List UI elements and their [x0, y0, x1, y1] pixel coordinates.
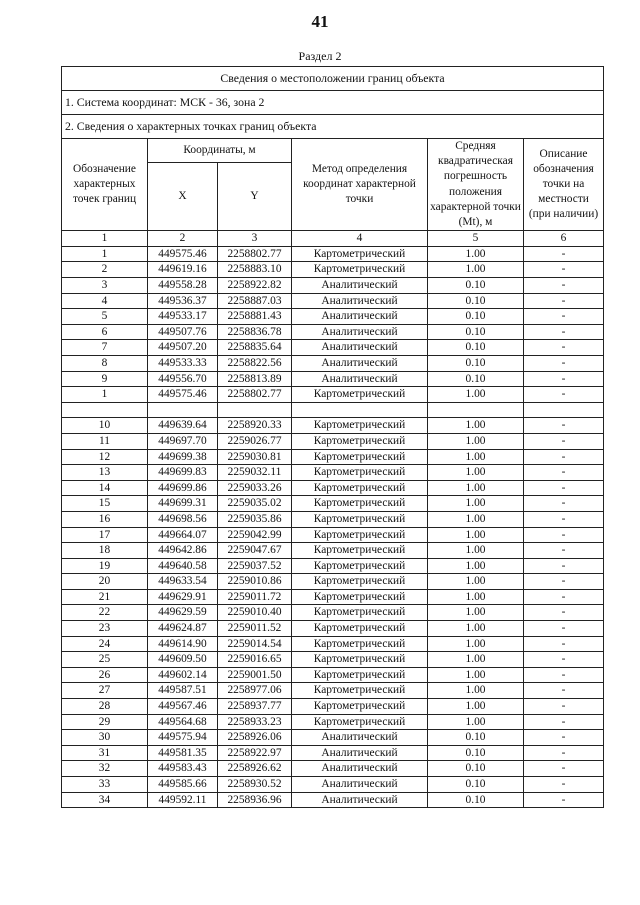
cell-point-id: 24 [62, 636, 148, 652]
table-row [62, 340, 604, 356]
cell-description: - [524, 480, 604, 496]
table-row [62, 683, 604, 699]
cell-coord-x: 449575.46 [148, 246, 218, 262]
table-row [62, 355, 604, 371]
empty-cell [148, 402, 218, 418]
cell-description: - [524, 527, 604, 543]
cell-description: - [524, 605, 604, 621]
cell-method: Картометрический [292, 480, 428, 496]
table-row [62, 371, 604, 387]
cell-point-id: 22 [62, 605, 148, 621]
cell-point-id: 11 [62, 433, 148, 449]
table-row [62, 636, 604, 652]
table-row [62, 543, 604, 559]
table-row [62, 527, 604, 543]
table-row [62, 387, 604, 403]
points-caption-row [62, 115, 604, 139]
cell-method: Картометрический [292, 605, 428, 621]
cell-error: 1.00 [428, 387, 524, 403]
cell-error: 0.10 [428, 745, 524, 761]
table-row [62, 418, 604, 434]
empty-cell [428, 402, 524, 418]
cell-description: - [524, 371, 604, 387]
cell-method: Картометрический [292, 262, 428, 278]
cell-method: Картометрический [292, 387, 428, 403]
cell-coord-y: 2259047.67 [218, 543, 292, 559]
header-row-1 [62, 139, 604, 163]
cell-point-id: 8 [62, 355, 148, 371]
cell-description: - [524, 449, 604, 465]
cell-method: Аналитический [292, 278, 428, 294]
cell-point-id: 16 [62, 511, 148, 527]
cell-error: 1.00 [428, 652, 524, 668]
cell-method: Аналитический [292, 309, 428, 325]
cell-coord-y: 2258887.03 [218, 293, 292, 309]
table-row [62, 558, 604, 574]
cell-method: Картометрический [292, 449, 428, 465]
column-number: 1 [62, 231, 148, 247]
cell-description: - [524, 543, 604, 559]
table-row [62, 777, 604, 793]
column-number: 6 [524, 231, 604, 247]
cell-coord-y: 2258813.89 [218, 371, 292, 387]
cell-coord-x: 449642.86 [148, 543, 218, 559]
cell-point-id: 10 [62, 418, 148, 434]
cell-method: Картометрический [292, 574, 428, 590]
cell-method: Картометрический [292, 433, 428, 449]
cell-coord-x: 449639.64 [148, 418, 218, 434]
points-caption-text: 2. Сведения о характерных точках границ объекта [62, 115, 604, 139]
cell-method: Аналитический [292, 761, 428, 777]
cell-coord-y: 2259035.86 [218, 511, 292, 527]
cell-coord-y: 2258802.77 [218, 387, 292, 403]
cell-coord-x: 449567.46 [148, 699, 218, 715]
cell-point-id: 19 [62, 558, 148, 574]
cell-coord-x: 449640.58 [148, 558, 218, 574]
cell-error: 1.00 [428, 480, 524, 496]
table-row [62, 449, 604, 465]
table-row [62, 278, 604, 294]
cell-coord-y: 2259011.52 [218, 621, 292, 637]
coord-system-row [62, 91, 604, 115]
cell-coord-y: 2258926.06 [218, 730, 292, 746]
cell-description: - [524, 465, 604, 481]
cell-coord-x: 449507.76 [148, 324, 218, 340]
cell-error: 1.00 [428, 496, 524, 512]
cell-coord-x: 449564.68 [148, 714, 218, 730]
cell-coord-y: 2258802.77 [218, 246, 292, 262]
cell-method: Картометрический [292, 465, 428, 481]
cell-coord-y: 2258922.82 [218, 278, 292, 294]
table-row [62, 745, 604, 761]
cell-coord-x: 449664.07 [148, 527, 218, 543]
empty-cell [218, 402, 292, 418]
cell-point-id: 7 [62, 340, 148, 356]
table-row [62, 293, 604, 309]
table-row [62, 262, 604, 278]
cell-point-id: 1 [62, 246, 148, 262]
header-designation: Обозначение характерных точек границ [62, 139, 148, 231]
cell-description: - [524, 355, 604, 371]
table-row [62, 589, 604, 605]
cell-point-id: 1 [62, 387, 148, 403]
table-title-row [62, 67, 604, 91]
cell-method: Аналитический [292, 371, 428, 387]
cell-error: 0.10 [428, 293, 524, 309]
table-row [62, 309, 604, 325]
cell-error: 1.00 [428, 511, 524, 527]
table-row [62, 652, 604, 668]
cell-coord-x: 449624.87 [148, 621, 218, 637]
cell-coord-y: 2258933.23 [218, 714, 292, 730]
cell-description: - [524, 683, 604, 699]
cell-error: 0.10 [428, 730, 524, 746]
table-row [62, 480, 604, 496]
column-numbers-row [62, 231, 604, 247]
cell-method: Картометрический [292, 683, 428, 699]
cell-method: Картометрический [292, 667, 428, 683]
cell-coord-x: 449587.51 [148, 683, 218, 699]
cell-coord-y: 2258922.97 [218, 745, 292, 761]
cell-description: - [524, 574, 604, 590]
table-row [62, 605, 604, 621]
table-row [62, 699, 604, 715]
cell-method: Аналитический [292, 340, 428, 356]
cell-point-id: 29 [62, 714, 148, 730]
cell-error: 1.00 [428, 527, 524, 543]
cell-method: Картометрический [292, 511, 428, 527]
cell-description: - [524, 761, 604, 777]
cell-coord-y: 2259033.26 [218, 480, 292, 496]
cell-error: 1.00 [428, 246, 524, 262]
cell-point-id: 17 [62, 527, 148, 543]
cell-point-id: 3 [62, 278, 148, 294]
cell-coord-y: 2259035.02 [218, 496, 292, 512]
cell-point-id: 23 [62, 621, 148, 637]
cell-coord-x: 449633.54 [148, 574, 218, 590]
cell-point-id: 9 [62, 371, 148, 387]
cell-coord-y: 2258920.33 [218, 418, 292, 434]
cell-coord-x: 449533.33 [148, 355, 218, 371]
cell-point-id: 18 [62, 543, 148, 559]
cell-coord-x: 449592.11 [148, 792, 218, 808]
cell-coord-y: 2259010.40 [218, 605, 292, 621]
cell-coord-x: 449699.83 [148, 465, 218, 481]
cell-description: - [524, 714, 604, 730]
header-description: Описание обозначения точки на местности (при наличии) [524, 139, 604, 231]
column-number: 4 [292, 231, 428, 247]
cell-error: 1.00 [428, 714, 524, 730]
cell-coord-x: 449629.91 [148, 589, 218, 605]
cell-method: Картометрический [292, 652, 428, 668]
cell-description: - [524, 636, 604, 652]
cell-method: Картометрический [292, 636, 428, 652]
empty-cell [524, 402, 604, 418]
cell-method: Картометрический [292, 589, 428, 605]
cell-error: 1.00 [428, 465, 524, 481]
cell-description: - [524, 433, 604, 449]
cell-point-id: 13 [62, 465, 148, 481]
cell-point-id: 4 [62, 293, 148, 309]
cell-error: 1.00 [428, 667, 524, 683]
cell-point-id: 25 [62, 652, 148, 668]
table-row [62, 433, 604, 449]
cell-description: - [524, 278, 604, 294]
cell-description: - [524, 511, 604, 527]
cell-coord-x: 449699.38 [148, 449, 218, 465]
table-row [62, 761, 604, 777]
header-coordinates: Координаты, м [148, 139, 292, 163]
cell-method: Картометрический [292, 558, 428, 574]
cell-method: Аналитический [292, 324, 428, 340]
cell-point-id: 31 [62, 745, 148, 761]
empty-cell [292, 402, 428, 418]
cell-description: - [524, 745, 604, 761]
cell-error: 0.10 [428, 761, 524, 777]
cell-coord-y: 2259001.50 [218, 667, 292, 683]
cell-coord-y: 2258836.78 [218, 324, 292, 340]
cell-error: 0.10 [428, 792, 524, 808]
cell-coord-y: 2258835.64 [218, 340, 292, 356]
cell-point-id: 5 [62, 309, 148, 325]
cell-error: 0.10 [428, 777, 524, 793]
cell-coord-x: 449536.37 [148, 293, 218, 309]
cell-method: Картометрический [292, 621, 428, 637]
cell-method: Аналитический [292, 792, 428, 808]
cell-description: - [524, 777, 604, 793]
cell-coord-x: 449609.50 [148, 652, 218, 668]
cell-description: - [524, 730, 604, 746]
cell-method: Картометрический [292, 543, 428, 559]
header-x: X [148, 163, 218, 231]
cell-description: - [524, 309, 604, 325]
table-row [62, 465, 604, 481]
cell-error: 1.00 [428, 636, 524, 652]
table-row [62, 496, 604, 512]
cell-point-id: 32 [62, 761, 148, 777]
cell-coord-x: 449581.35 [148, 745, 218, 761]
cell-coord-y: 2259032.11 [218, 465, 292, 481]
cell-coord-y: 2259037.52 [218, 558, 292, 574]
cell-method: Картометрический [292, 246, 428, 262]
cell-coord-x: 449558.28 [148, 278, 218, 294]
cell-coord-x: 449699.31 [148, 496, 218, 512]
cell-coord-x: 449699.86 [148, 480, 218, 496]
empty-cell [62, 402, 148, 418]
cell-point-id: 26 [62, 667, 148, 683]
cell-coord-x: 449575.94 [148, 730, 218, 746]
cell-coord-x: 449698.56 [148, 511, 218, 527]
cell-method: Картометрический [292, 714, 428, 730]
cell-error: 0.10 [428, 355, 524, 371]
cell-coord-y: 2258936.96 [218, 792, 292, 808]
cell-error: 0.10 [428, 371, 524, 387]
cell-coord-x: 449619.16 [148, 262, 218, 278]
cell-description: - [524, 792, 604, 808]
cell-error: 0.10 [428, 278, 524, 294]
header-method: Метод определения координат характерной точки [292, 139, 428, 231]
cell-error: 0.10 [428, 309, 524, 325]
cell-point-id: 30 [62, 730, 148, 746]
cell-error: 1.00 [428, 683, 524, 699]
cell-coord-y: 2258937.77 [218, 699, 292, 715]
table-row [62, 511, 604, 527]
cell-description: - [524, 496, 604, 512]
cell-description: - [524, 699, 604, 715]
cell-coord-y: 2258930.52 [218, 777, 292, 793]
group-separator-row [62, 402, 604, 418]
section-label: Раздел 2 [298, 49, 342, 63]
cell-error: 1.00 [428, 699, 524, 715]
cell-coord-y: 2258883.10 [218, 262, 292, 278]
table-title: Сведения о местоположении границ объекта [62, 67, 604, 91]
cell-error: 1.00 [428, 433, 524, 449]
cell-coord-x: 449697.70 [148, 433, 218, 449]
cell-coord-x: 449614.90 [148, 636, 218, 652]
cell-description: - [524, 324, 604, 340]
header-error: Средняя квадратическая погрешность положения характерной точки (Mt), м [428, 139, 524, 231]
cell-method: Картометрический [292, 418, 428, 434]
cell-description: - [524, 262, 604, 278]
cell-point-id: 34 [62, 792, 148, 808]
cell-error: 1.00 [428, 605, 524, 621]
cell-method: Аналитический [292, 745, 428, 761]
cell-error: 1.00 [428, 543, 524, 559]
table-row [62, 792, 604, 808]
cell-description: - [524, 667, 604, 683]
cell-point-id: 20 [62, 574, 148, 590]
cell-coord-y: 2259016.65 [218, 652, 292, 668]
page-number: 41 [311, 12, 329, 31]
cell-method: Картометрический [292, 699, 428, 715]
cell-description: - [524, 621, 604, 637]
header-y: Y [218, 163, 292, 231]
cell-error: 1.00 [428, 449, 524, 465]
cell-coord-x: 449602.14 [148, 667, 218, 683]
table-row [62, 667, 604, 683]
cell-point-id: 2 [62, 262, 148, 278]
cell-coord-x: 449507.20 [148, 340, 218, 356]
cell-error: 1.00 [428, 558, 524, 574]
cell-error: 1.00 [428, 418, 524, 434]
cell-coord-y: 2258926.62 [218, 761, 292, 777]
cell-method: Картометрический [292, 527, 428, 543]
cell-error: 0.10 [428, 324, 524, 340]
cell-error: 0.10 [428, 340, 524, 356]
cell-point-id: 28 [62, 699, 148, 715]
cell-coord-y: 2258977.06 [218, 683, 292, 699]
cell-coord-x: 449533.17 [148, 309, 218, 325]
cell-coord-y: 2258822.56 [218, 355, 292, 371]
cell-coord-y: 2259026.77 [218, 433, 292, 449]
cell-coord-x: 449556.70 [148, 371, 218, 387]
column-number: 2 [148, 231, 218, 247]
cell-method: Аналитический [292, 355, 428, 371]
column-number: 5 [428, 231, 524, 247]
cell-coord-y: 2259042.99 [218, 527, 292, 543]
cell-description: - [524, 589, 604, 605]
cell-coord-y: 2259014.54 [218, 636, 292, 652]
cell-description: - [524, 652, 604, 668]
table-row [62, 246, 604, 262]
cell-point-id: 33 [62, 777, 148, 793]
table-row [62, 574, 604, 590]
cell-method: Аналитический [292, 777, 428, 793]
cell-coord-y: 2258881.43 [218, 309, 292, 325]
cell-point-id: 15 [62, 496, 148, 512]
cell-description: - [524, 246, 604, 262]
cell-error: 1.00 [428, 574, 524, 590]
cell-coord-x: 449629.59 [148, 605, 218, 621]
cell-description: - [524, 293, 604, 309]
cell-point-id: 12 [62, 449, 148, 465]
cell-method: Картометрический [292, 496, 428, 512]
cell-error: 1.00 [428, 589, 524, 605]
cell-error: 1.00 [428, 621, 524, 637]
cell-error: 1.00 [428, 262, 524, 278]
cell-description: - [524, 340, 604, 356]
cell-point-id: 27 [62, 683, 148, 699]
cell-coord-x: 449583.43 [148, 761, 218, 777]
boundary-points-table [61, 66, 604, 808]
cell-coord-y: 2259030.81 [218, 449, 292, 465]
column-number: 3 [218, 231, 292, 247]
cell-coord-y: 2259011.72 [218, 589, 292, 605]
cell-coord-y: 2259010.86 [218, 574, 292, 590]
cell-method: Аналитический [292, 293, 428, 309]
cell-point-id: 21 [62, 589, 148, 605]
table-row [62, 730, 604, 746]
cell-coord-x: 449585.66 [148, 777, 218, 793]
cell-coord-x: 449575.46 [148, 387, 218, 403]
cell-method: Аналитический [292, 730, 428, 746]
cell-description: - [524, 418, 604, 434]
cell-description: - [524, 387, 604, 403]
cell-description: - [524, 558, 604, 574]
table-row [62, 324, 604, 340]
cell-point-id: 6 [62, 324, 148, 340]
table-row [62, 714, 604, 730]
cell-point-id: 14 [62, 480, 148, 496]
table-row [62, 621, 604, 637]
coord-system-text: 1. Система координат: МСК - 36, зона 2 [62, 91, 604, 115]
